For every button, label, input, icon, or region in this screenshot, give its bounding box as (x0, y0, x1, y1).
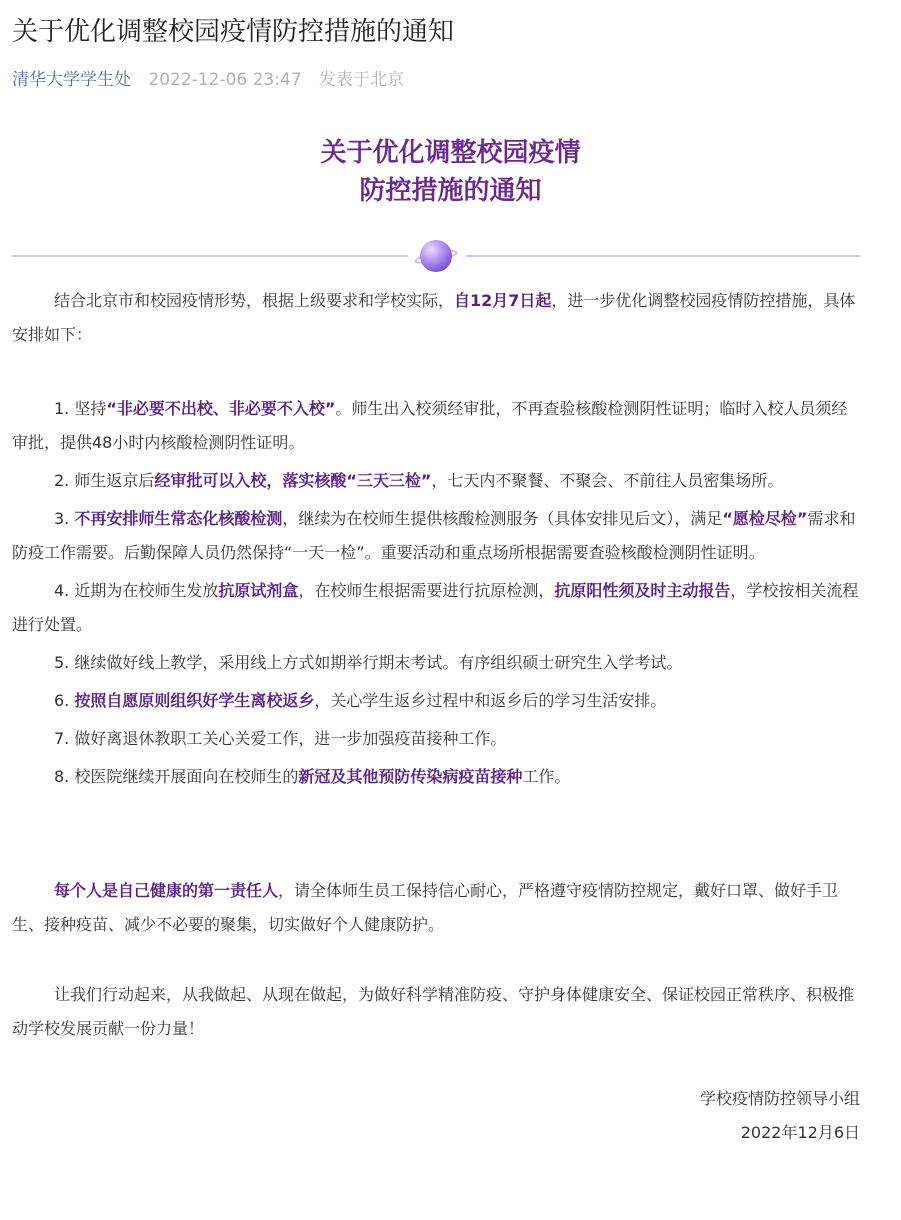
publish-location: 发表于北京 (319, 70, 405, 90)
closing-text: ，请全体师生员工保持信心耐心，严格遵守疫情防控规定，戴好口罩、做好手卫生、接种疫苗、减少不必要的聚集，切实做好个人健康防护。 (12, 881, 839, 934)
intro-text-2: ，进一步优化调整校园疫情防控措施，具体安排如下： (12, 291, 856, 344)
item-text: 。师生出入校须经审批，不再查验核酸检测阴性证明；临时入校人员须经审批，提供48小时内核酸检测阴性证明。 (12, 399, 848, 452)
item-text: 工作。 (522, 767, 571, 786)
publish-time: 2022-12-06 23:47 (148, 70, 302, 90)
list-item-1 (12, 392, 860, 460)
item-text: 4. 近期为在校师生发放 (54, 581, 219, 600)
planet-icon (420, 240, 452, 272)
author-link[interactable]: 清华大学学生处 (12, 70, 131, 90)
item-highlight: 抗原试剂盒 (218, 581, 299, 600)
list-item-8 (12, 760, 860, 794)
item-text: ，学校按相关流程进行处置。 (12, 581, 859, 634)
item-highlight: 新冠及其他预防传染病疫苗接种 (298, 767, 523, 786)
item-highlight: “非必要不出校、非必要不入校” (106, 399, 336, 418)
divider-left (12, 255, 408, 257)
item-text: ，继续为在校师生提供核酸检测服务（具体安排见后文），满足 (282, 509, 723, 528)
item-text: 7. 做好离退休教职工关心关爱工作，进一步加强疫苗接种工作。 (54, 729, 507, 748)
article-body (12, 284, 860, 1150)
item-text: 5. 继续做好线上教学，采用线上方式如期举行期末考试。有序组织硕士研究生入学考试。 (54, 653, 683, 672)
closing-paragraph (12, 874, 860, 942)
closing-highlight: 每个人是自己健康的第一责任人 (54, 881, 279, 900)
intro-text-1: 结合北京市和校园疫情形势，根据上级要求和学校实际， (54, 291, 455, 310)
item-highlight: 按照自愿原则组织好学生离校返乡 (74, 691, 315, 710)
list-item-2 (12, 464, 860, 498)
item-highlight: 经审批可以入校，落实核酸“三天三检” (154, 471, 432, 490)
item-text: 2. 师生返京后 (54, 471, 155, 490)
item-text: 6. (54, 691, 75, 710)
item-highlight: “愿检尽检” (722, 509, 808, 528)
item-highlight: 抗原阳性须及时主动报告 (554, 581, 731, 600)
item-text: ，关心学生返乡过程中和返乡后的学习生活安排。 (314, 691, 667, 710)
article-meta (12, 66, 404, 94)
item-highlight: 不再安排师生常态化核酸检测 (74, 509, 283, 528)
article-title: 关于优化调整校园疫情防控措施的通知 (12, 17, 455, 47)
item-text: 8. 校医院继续开展面向在校师生的 (54, 767, 299, 786)
headline (0, 134, 901, 210)
divider-right (466, 255, 860, 257)
signature-date: 2022年12月6日 (740, 1123, 860, 1142)
headline-line-2: 防控措施的通知 (359, 176, 542, 206)
intro-highlight: 自12月7日起 (454, 291, 552, 310)
list-item-6 (12, 684, 860, 718)
list-item-5 (12, 646, 860, 680)
item-text: 3. (54, 509, 75, 528)
intro-paragraph (12, 284, 860, 352)
signature-org: 学校疫情防控领导小组 (699, 1089, 860, 1108)
headline-line-1: 关于优化调整校园疫情 (320, 138, 581, 168)
list-item-4 (12, 574, 860, 642)
item-text: ，七天内不聚餐、不聚会、不前往人员密集场所。 (431, 471, 784, 490)
list-item-7 (12, 722, 860, 756)
list-item-3 (12, 502, 860, 570)
item-text: 需求和防疫工作需要。后勤保障人员仍然保持“一天一检”。重要活动和重点场所根据需要查验核酸检测阴性证明。 (12, 509, 856, 562)
item-text: 1. 坚持 (54, 399, 107, 418)
item-text: ，在校师生根据需要进行抗原检测， (298, 581, 555, 600)
call-to-action-paragraph: 让我们行动起来，从我做起、从现在做起，为做好科学精准防疫、守护身体健康安全、保证校园正常秩序、积极推动学校发展贡献一份力量！ (12, 985, 855, 1038)
